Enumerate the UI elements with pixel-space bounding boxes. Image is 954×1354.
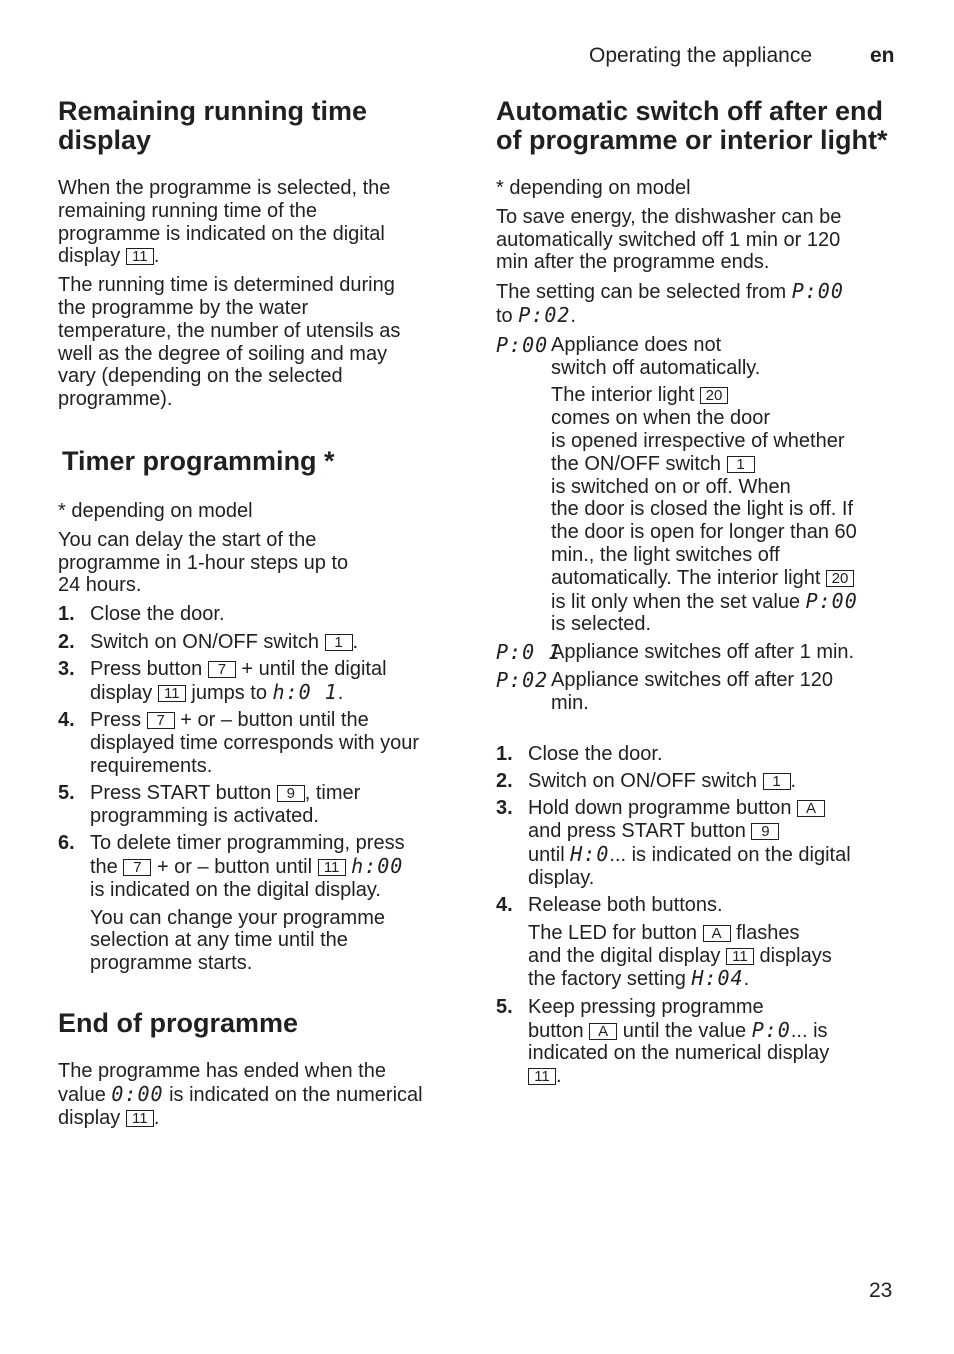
step-number: 3. xyxy=(496,797,513,820)
timer-step: 1. Close the door. xyxy=(58,603,225,626)
display-ref: 1 xyxy=(727,456,755,473)
auto-step: 4. Release both buttons. The LED for button A flashes and the digital display 11 displays the factory setting H:04. xyxy=(496,894,906,991)
setting-p01: P:0 1 Appliance switches off after 1 min. xyxy=(496,640,855,665)
end-of-programme-heading: End of programme xyxy=(58,1008,299,1039)
running-header: Operating the appliance xyxy=(589,44,812,67)
segment-display-readout: P:0 1 xyxy=(496,640,562,665)
segment-display-readout: H:04 xyxy=(691,966,744,991)
segment-display-readout: P:02 xyxy=(496,667,549,692)
timer-step: 3. Press button 7 + until the digital display 11 jumps to h:0 1. xyxy=(58,657,387,704)
remaining-time-paragraph-2: The running time is determined during the programme by the water temperature, the number of utensils as well as the degree of soiling and may vary (depending on the selected programme). xyxy=(58,274,401,411)
display-ref: 20 xyxy=(826,570,854,587)
timer-programming-heading: Timer programming * xyxy=(62,445,335,476)
end-of-programme-paragraph: The programme has ended when the value 0:00 is indicated on the numerical display 11 . xyxy=(58,1060,423,1129)
display-ref: 9 xyxy=(751,823,779,840)
step-number: 4. xyxy=(496,894,513,917)
display-ref: A xyxy=(703,925,731,942)
display-ref: A xyxy=(589,1023,617,1040)
remaining-time-heading: Remaining running time display xyxy=(58,96,368,155)
step-number: 2. xyxy=(58,630,75,653)
auto-step-note: The LED for button A flashes and the digital display 11 displays the factory setting H:04. xyxy=(528,921,832,991)
timer-step-note: You can change your programme selection at any time until the programme starts. xyxy=(90,906,385,975)
remaining-time-paragraph-1: When the programme is selected, the remaining running time of the programme is indicated on the digital display 11 . xyxy=(58,177,391,268)
display-ref: 9 xyxy=(277,785,305,802)
page-number: 23 xyxy=(869,1279,893,1302)
step-number: 6. xyxy=(58,832,75,855)
display-ref: 7 xyxy=(123,859,151,876)
display-ref: 1 xyxy=(763,773,791,790)
display-ref: 11 xyxy=(126,248,154,265)
segment-display-readout: P:0 xyxy=(751,1017,791,1042)
segment-display-readout: P:00 xyxy=(791,279,844,304)
segment-display-readout: P:02 xyxy=(518,302,571,327)
auto-step: 3. Hold down programme button A and press START button 9 until H:0... is indicated on the digital display. xyxy=(496,797,851,889)
step-number: 4. xyxy=(58,709,75,732)
timer-note: * depending on model xyxy=(58,499,253,522)
step-number: 5. xyxy=(58,782,75,805)
display-ref: 7 xyxy=(208,661,236,678)
segment-display-readout: P:00 xyxy=(805,588,858,613)
display-ref: 20 xyxy=(700,387,728,404)
setting-p02: P:02 Appliance switches off after 120 min. xyxy=(496,667,834,714)
step-number: 2. xyxy=(496,769,513,792)
display-ref: A xyxy=(797,800,825,817)
setting-p00: P:00 Appliance does not switch off automatically. The interior light 20 comes on when the door is opened irrespective of whether the ON/OFF switch 1 is switched on or off. When the door is closed the light is off. If the door is open for longer than 60 min., the light switches off automatically. The interior light 20 is lit only when the set value P:00 is selected. xyxy=(496,334,906,636)
auto-switch-off-heading: Automatic switch off after end of programme or interior light* xyxy=(496,96,888,155)
timer-step: 4. Press 7 + or – button until the displayed time corresponds with your requirements. xyxy=(58,709,420,777)
auto-switch-off-paragraph-2: The setting can be selected from P:00 to P:02. xyxy=(496,279,844,327)
display-ref: 7 xyxy=(147,712,175,729)
timer-step: 5. Press START button 9 , timer programming is activated. xyxy=(58,782,361,827)
display-ref: 11 xyxy=(126,1110,154,1127)
setting-p00-detail: The interior light 20 comes on when the door is opened irrespective of whether the ON/OFF switch 1 is switched on or off. When the door is closed the light is off. If the door is open for longer than 60 min., the light switches off automatically. The interior light 20 is lit only when the set value P:00 is selected. xyxy=(551,384,858,636)
segment-display-readout: h:00 xyxy=(351,854,404,879)
auto-step: 5. Keep pressing programme button A until the value P:0... is indicated on the numerical display 11 . xyxy=(496,995,830,1088)
display-ref: 11 xyxy=(726,948,754,965)
segment-display-readout: 0:00 xyxy=(111,1081,164,1106)
auto-step: 1. Close the door. xyxy=(496,742,663,765)
segment-display-readout: h:0 1 xyxy=(272,679,338,704)
language-tag: en xyxy=(870,44,895,67)
display-ref: 11 xyxy=(318,859,346,876)
auto-switch-off-steps xyxy=(496,743,906,1089)
right-column xyxy=(496,97,906,1093)
timer-intro: You can delay the start of the programme in 1-hour steps up to 24 hours. xyxy=(58,528,349,597)
step-number: 1. xyxy=(496,742,513,765)
step-number: 5. xyxy=(496,995,513,1018)
segment-display-readout: H:0 xyxy=(570,841,610,866)
display-ref: 11 xyxy=(158,685,186,702)
timer-steps xyxy=(58,603,458,975)
auto-step: 2. Switch on ON/OFF switch 1 . xyxy=(496,769,797,792)
segment-display-readout: P:00 xyxy=(496,332,549,357)
step-number: 1. xyxy=(58,603,75,626)
timer-step: 6. To delete timer programming, press the 7 + or – button until 11 h:00 is indicated on the digital display. You can change your programme selection at any time until the programme starts. xyxy=(58,832,458,975)
display-ref: 11 xyxy=(528,1068,556,1085)
auto-switch-off-paragraph-1: To save energy, the dishwasher can be automatically switched off 1 min or 120 min after the programme ends. xyxy=(496,205,842,274)
timer-step: 2. Switch on ON/OFF switch 1 . xyxy=(58,630,359,653)
left-column xyxy=(58,97,458,1129)
step-number: 3. xyxy=(58,657,75,680)
display-ref: 1 xyxy=(325,634,353,651)
auto-switch-off-note: * depending on model xyxy=(496,177,691,199)
